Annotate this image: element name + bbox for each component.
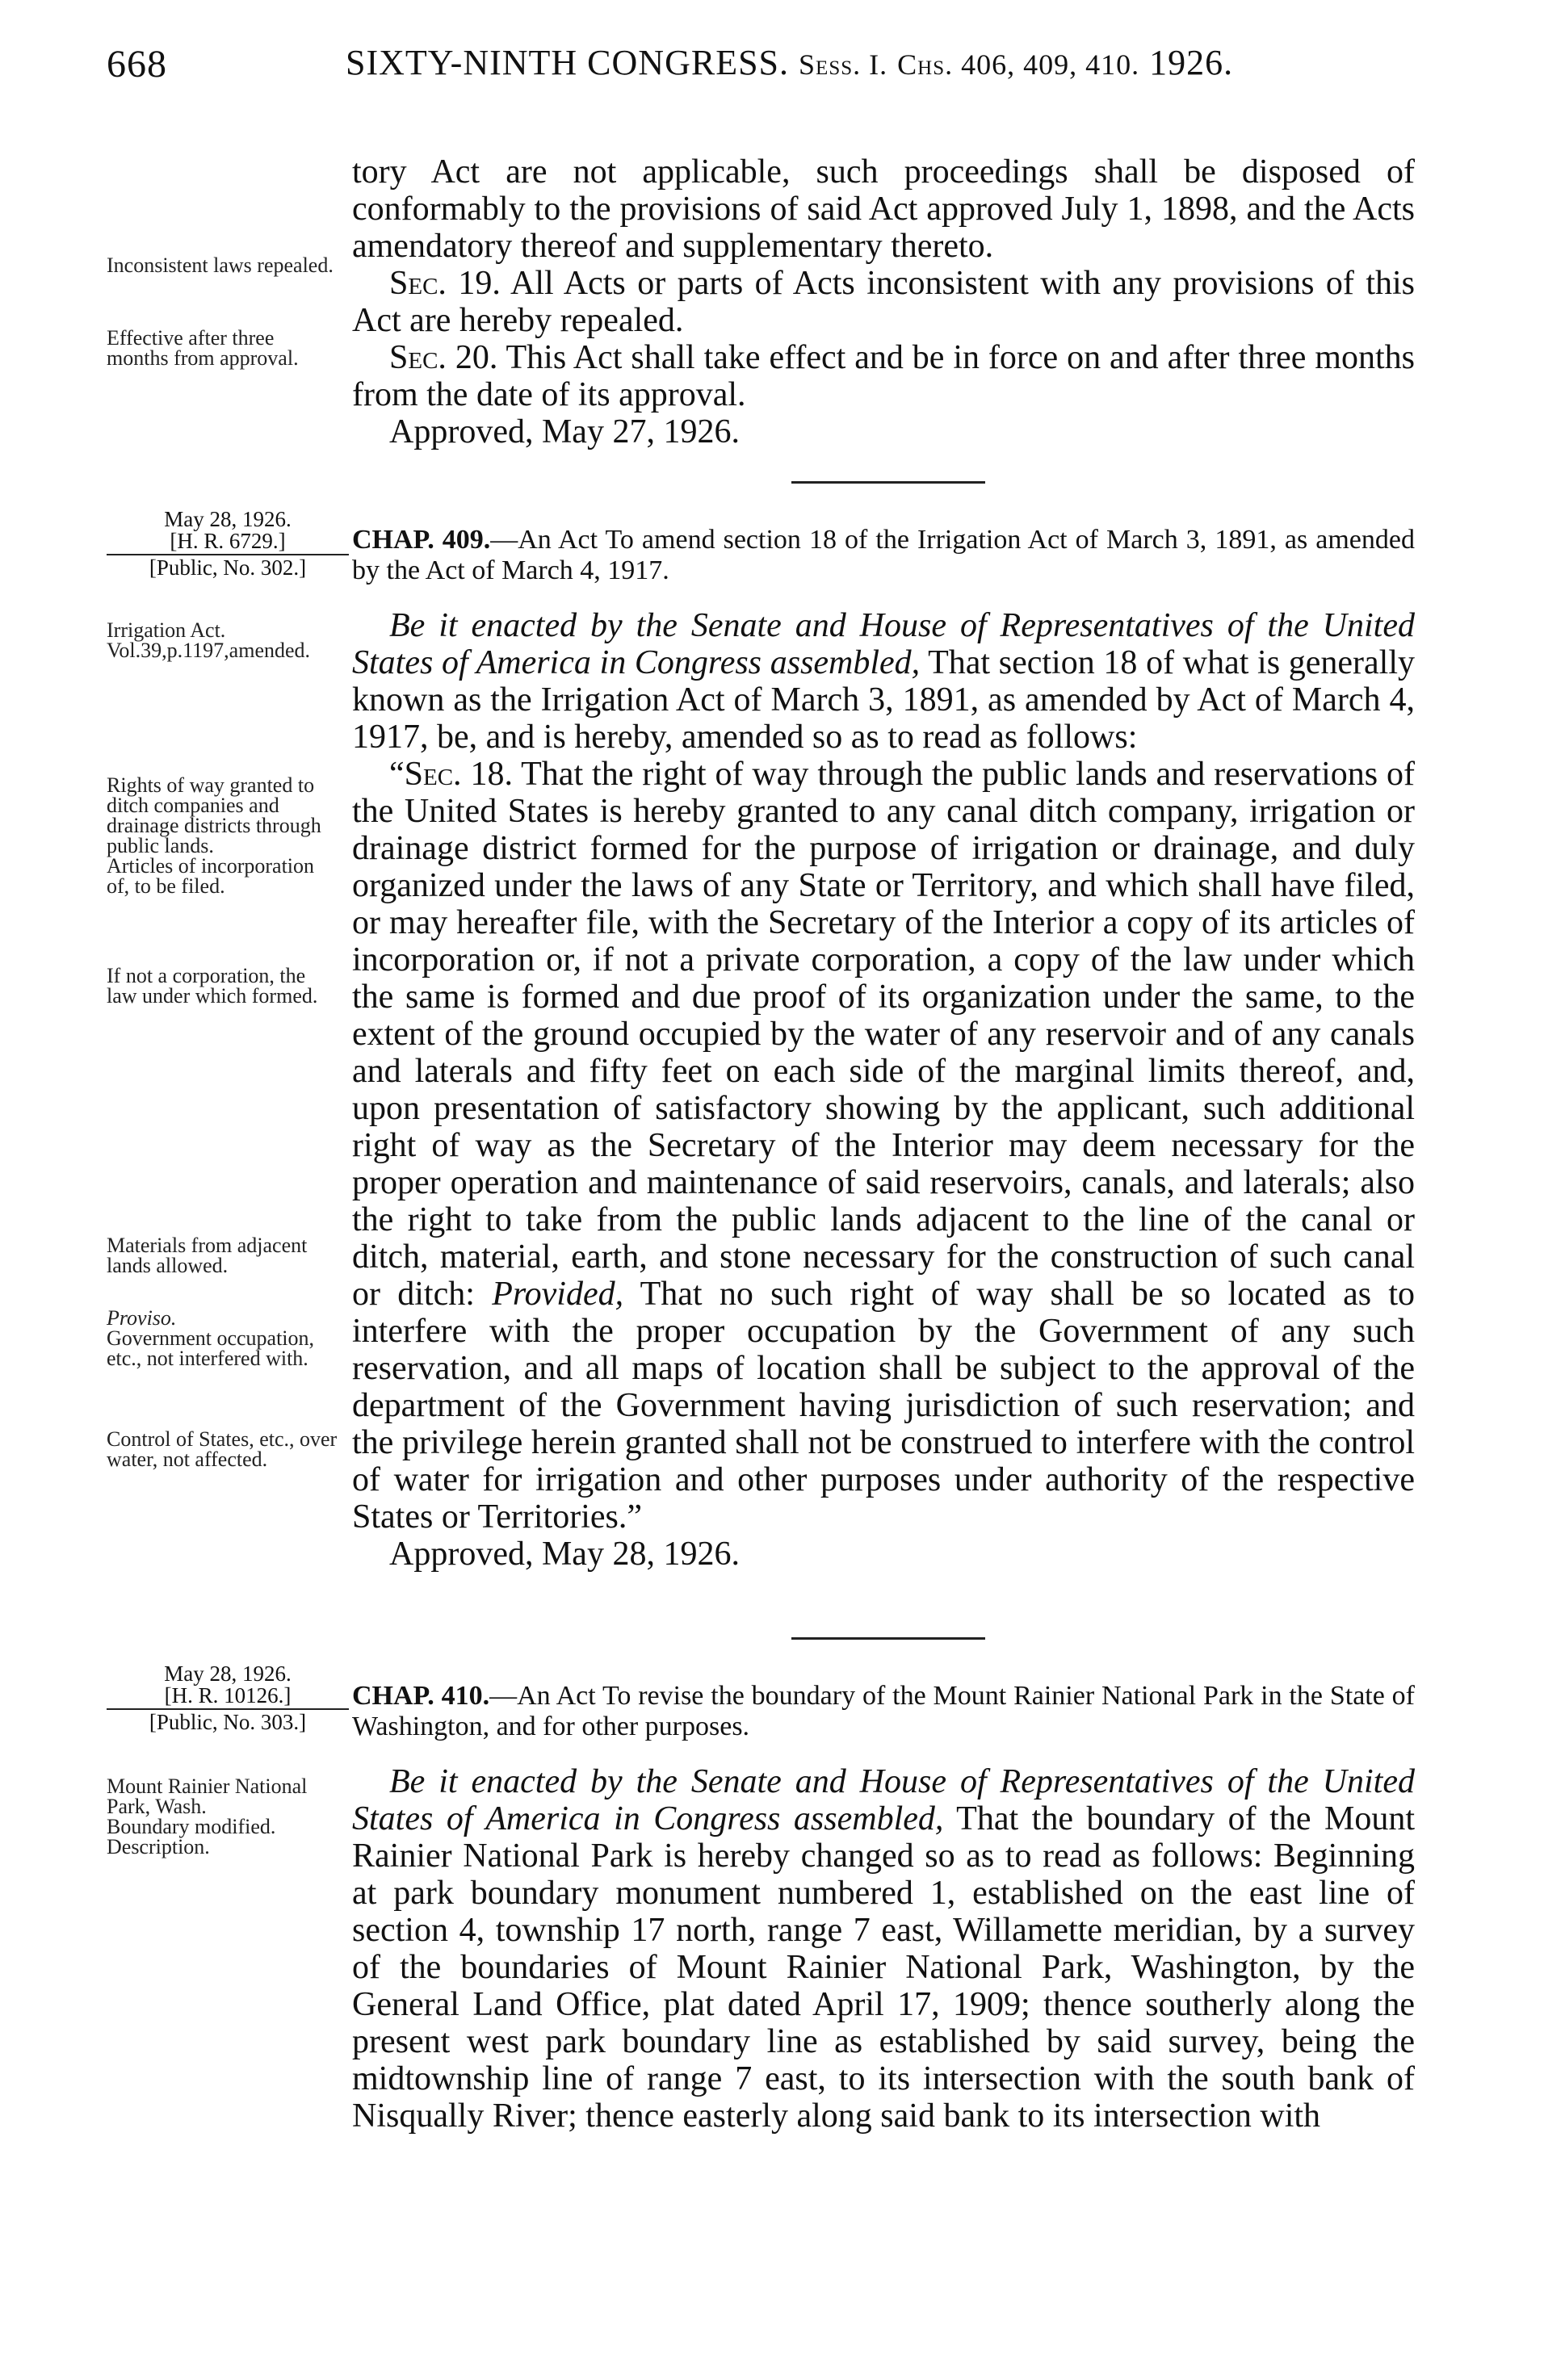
chapter-409-enacting-clause bbox=[352, 607, 1415, 756]
chapter-410-heading bbox=[352, 1681, 1415, 1742]
section-18-text: That the right of way through the public lands and reservations of the United States is hereby granted to any canal ditch company, irrigation or drainage district formed for the purpose of irrigation or drainage, and duly organized under the laws of any State or Territory, and which shall have filed, or may hereafter file, with the Secretary of the Interior a copy of its articles of incorporation or, if not a private corporation, a copy of the law under which the same is formed and due proof of its organization under the same, to the extent of the ground occupied by the water of any reservoir and of any canals and laterals and fifty feet on each side of the marginal limits thereof, and, upon presentation of satisfactory showing by the applicant, such additional right of way as the Secretary of the Interior may deem necessary for the proper operation and maintenance of said reservoirs, canals, and laterals; also the right to take from the public lands adjacent to the line of the canal or ditch, material, earth, and stone necessary for the construction of such canal or ditch: bbox=[352, 756, 1415, 1313]
section-18-proviso-text: That no such right of way shall be so located as to interfere with the proper occupation by the Government of any such reservation, and all maps of location shall be subject to the approval of the department of the Government having jurisdiction of such reservation; and the privilege herein granted shall not be construed to interfere with the control of water for irrigation and other purposes under authority of the respective States or Territories.” bbox=[352, 1276, 1416, 1536]
section-19-label: Sec. 19. bbox=[389, 265, 501, 302]
running-header bbox=[0, 42, 1544, 107]
margin-note-park bbox=[107, 1776, 341, 1857]
margin-note-proviso bbox=[107, 1308, 341, 1368]
chapter-409-title: —An Act To amend section 18 of the Irrigation Act of March 3, 1891, as amended by the Act of March 4, 1917. bbox=[352, 525, 1415, 585]
chapter-410-label: CHAP. 410. bbox=[352, 1681, 490, 1711]
continuation-paragraph: tory Act are not applicable, such proceedings shall be disposed of conformably to the provisions of said Act approved July 1, 1898, and the Acts amendatory thereof and supplementary thereto. bbox=[352, 153, 1415, 265]
margin-note-rights-of-way bbox=[107, 775, 341, 896]
proviso-word: Provided, bbox=[492, 1276, 624, 1313]
margin-irrigation-citation: Vol.39,p.1197,amended. bbox=[107, 639, 311, 662]
chapter-409-heading bbox=[352, 525, 1415, 586]
section-20-text: This Act shall take effect and be in force on and after three months from the date of its approval. bbox=[352, 339, 1415, 413]
margin-note-irrigation-act bbox=[107, 620, 341, 660]
margin-proviso-text: Government occupation, etc., not interfered with. bbox=[107, 1326, 315, 1370]
section-19-text: All Acts or parts of Acts inconsistent with any provisions of this Act are hereby repealed. bbox=[352, 265, 1416, 339]
page-number: 668 bbox=[107, 43, 167, 86]
chapter-410-reference bbox=[107, 1663, 349, 1733]
margin-park-name: Mount Rainier National Park, Wash. bbox=[107, 1775, 308, 1818]
year-label: 1926. bbox=[1149, 43, 1234, 82]
chapter-410-body bbox=[352, 1681, 1415, 2135]
chapter-410-public-law: [Public, No. 303.] bbox=[149, 1710, 307, 1734]
margin-description: Description. bbox=[107, 1835, 210, 1858]
session-label: Sess. I. bbox=[799, 48, 888, 81]
section-divider bbox=[791, 1637, 985, 1640]
margin-note-control: Control of States, etc., over water, not affected. bbox=[107, 1427, 338, 1471]
margin-irrigation-title: Irrigation Act. bbox=[107, 618, 226, 642]
margin-note-not-corporation: If not a corporation, the law under which formed. bbox=[107, 964, 318, 1008]
approval-date-406: Approved, May 27, 1926. bbox=[389, 413, 740, 450]
enacting-formula: Be it enacted by the Senate and House of Representatives of the United States of America in Congress assembled, bbox=[352, 607, 1415, 681]
chapter-409-body bbox=[352, 525, 1415, 1573]
margin-proviso-heading: Proviso. bbox=[107, 1306, 177, 1330]
enacting-text: That the boundary of the Mount Rainier National Park is hereby changed so as to read as follows: Beginning at park boundary monument numbered 1, established on the east line of section 4, township 17 north, range 7 east, Willamette meridian, by a survey of the boundaries of Mount Rainier National Park, Washington, by the General Land Office, plat dated April 17, 1909; thence southerly along the present west park boundary line as established by said survey, being the midtownship line of range 7 east, to its intersection with the south bank of Nisqually River; thence easterly along said bank to its intersection with bbox=[352, 1800, 1415, 2135]
chapter-410-enacting-clause bbox=[352, 1763, 1415, 2135]
margin-note-effective: Effective after three months from approval. bbox=[107, 326, 299, 370]
enacting-formula: Be it enacted by the Senate and House of Representatives of the United States of America in Congress assembled, bbox=[352, 1763, 1415, 1837]
chapter-410-title: —An Act To revise the boundary of the Mount Rainier National Park in the State of Washington, and for other purposes. bbox=[352, 1681, 1416, 1741]
chapter-409-public-law: [Public, No. 302.] bbox=[149, 555, 307, 580]
chapter-409-date: May 28, 1926. bbox=[164, 507, 292, 531]
prior-act-continuation bbox=[352, 153, 1415, 450]
section-18 bbox=[352, 756, 1415, 1536]
congress-title: SIXTY-NINTH CONGRESS. bbox=[346, 43, 790, 82]
margin-note-materials: Materials from adjacent lands allowed. bbox=[107, 1234, 308, 1277]
section-20 bbox=[352, 339, 1415, 413]
margin-note-repealed: Inconsistent laws repealed. bbox=[107, 254, 334, 277]
running-title bbox=[346, 42, 1233, 83]
section-18-label: “Sec. 18. bbox=[389, 756, 513, 793]
margin-rights-text: Rights of way granted to ditch companies and drainage districts through public lands. bbox=[107, 773, 321, 857]
margin-articles-text: Articles of incorporation of, to be filed. bbox=[107, 854, 315, 898]
section-divider bbox=[791, 481, 985, 484]
chapter-409-bill: [H. R. 6729.] bbox=[170, 529, 286, 553]
approval-date-409: Approved, May 28, 1926. bbox=[389, 1536, 740, 1573]
section-20-label: Sec. 20. bbox=[389, 339, 498, 376]
chapter-410-bill: [H. R. 10126.] bbox=[164, 1683, 292, 1707]
chapters-label: Chs. 406, 409, 410. bbox=[897, 48, 1140, 81]
margin-boundary-modified: Boundary modified. bbox=[107, 1815, 276, 1838]
enacting-text: That section 18 of what is generally known as the Irrigation Act of March 3, 1891, as amended by Act of March 4, 1917, be, and is hereby, amended so as to read as follows: bbox=[352, 644, 1415, 756]
chapter-409-label: CHAP. 409. bbox=[352, 525, 491, 555]
chapter-410-date: May 28, 1926. bbox=[164, 1661, 292, 1686]
chapter-409-reference bbox=[107, 509, 349, 579]
section-19 bbox=[352, 265, 1415, 339]
